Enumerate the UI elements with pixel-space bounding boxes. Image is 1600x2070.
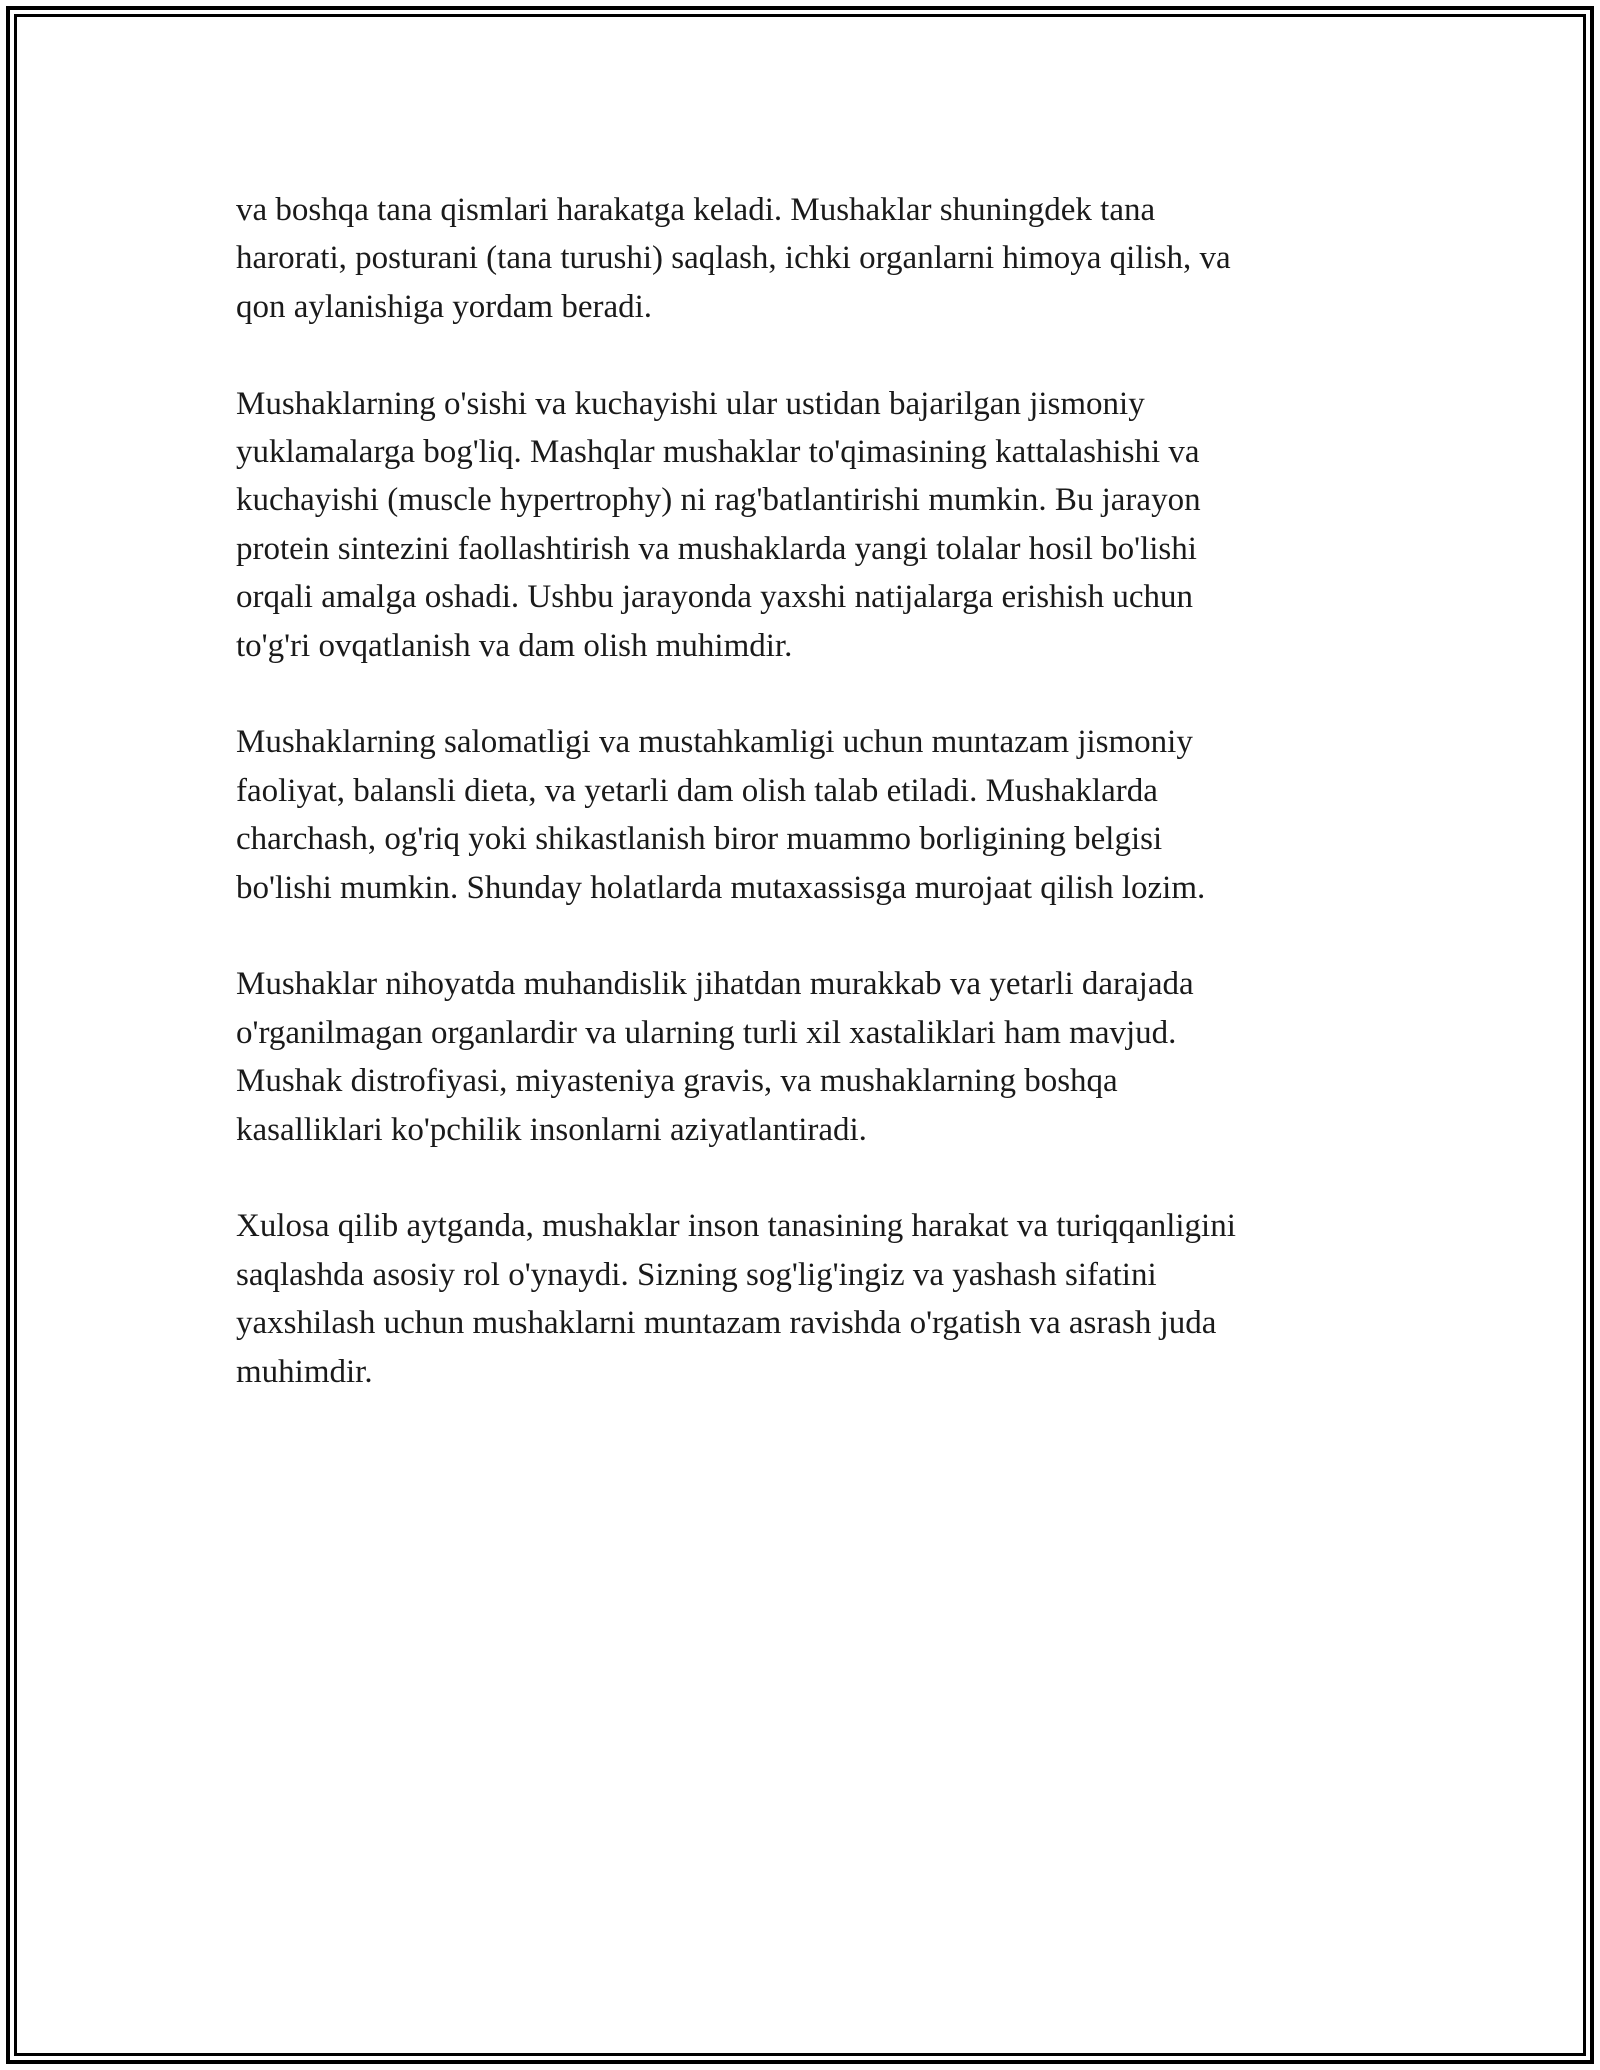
document-body [236,186,1396,1396]
paragraph: Xulosa qilib aytganda, mushaklar inson tanasining harakat va turiqqanligini saqlashda asosiy rol o'ynaydi. Sizning sog'lig'ingiz va yashash sifatini yaxshilash uchun mushaklarni muntazam ravishda o'rgatish va asrash juda muhimdir. [236,1208,1236,1390]
paragraph: Mushaklarning salomatligi va mustahkamligi uchun muntazam jismoniy faoliyat, balansli dieta, va yetarli dam olish talab etiladi. Mushaklarda charchash, og'riq yoki shikastlanish biror muammo borligining belgisi bo'lishi mumkin. Shunday holatlarda mutaxassisga murojaat qilish lozim. [236,724,1206,906]
paragraph: va boshqa tana qismlari harakatga keladi. Mushaklar shuningdek tana harorati, posturani (tana turushi) saqlash, ichki organlarni himoya qilish, va qon aylanishiga yordam beradi. [236,192,1231,325]
paragraph: Mushaklar nihoyatda muhandislik jihatdan murakkab va yetarli darajada o'rganilmagan organlardir va ularning turli xil xastaliklari ham mavjud. Mushak distrofiyasi, miyasteniya gravis, va mushaklarning boshqa kasalliklari ko'pchilik insonlarni aziyatlantiradi. [236,966,1194,1148]
paragraph: Mushaklarning o'sishi va kuchayishi ular ustidan bajarilgan jismoniy yuklamalarga bog'liq. Mashqlar mushaklar to'qimasining kattalashishi va kuchayishi (muscle hypertrophy) ni rag'batlantirishi mumkin. Bu jarayon protein sintezini faollashtirish va mushaklarda yangi tolalar hosil bo'lishi orqali amalga oshadi. Ushbu jarayonda yaxshi natijalarga erishish uchun to'g'ri ovqatlanish va dam olish muhimdir. [236,385,1201,664]
